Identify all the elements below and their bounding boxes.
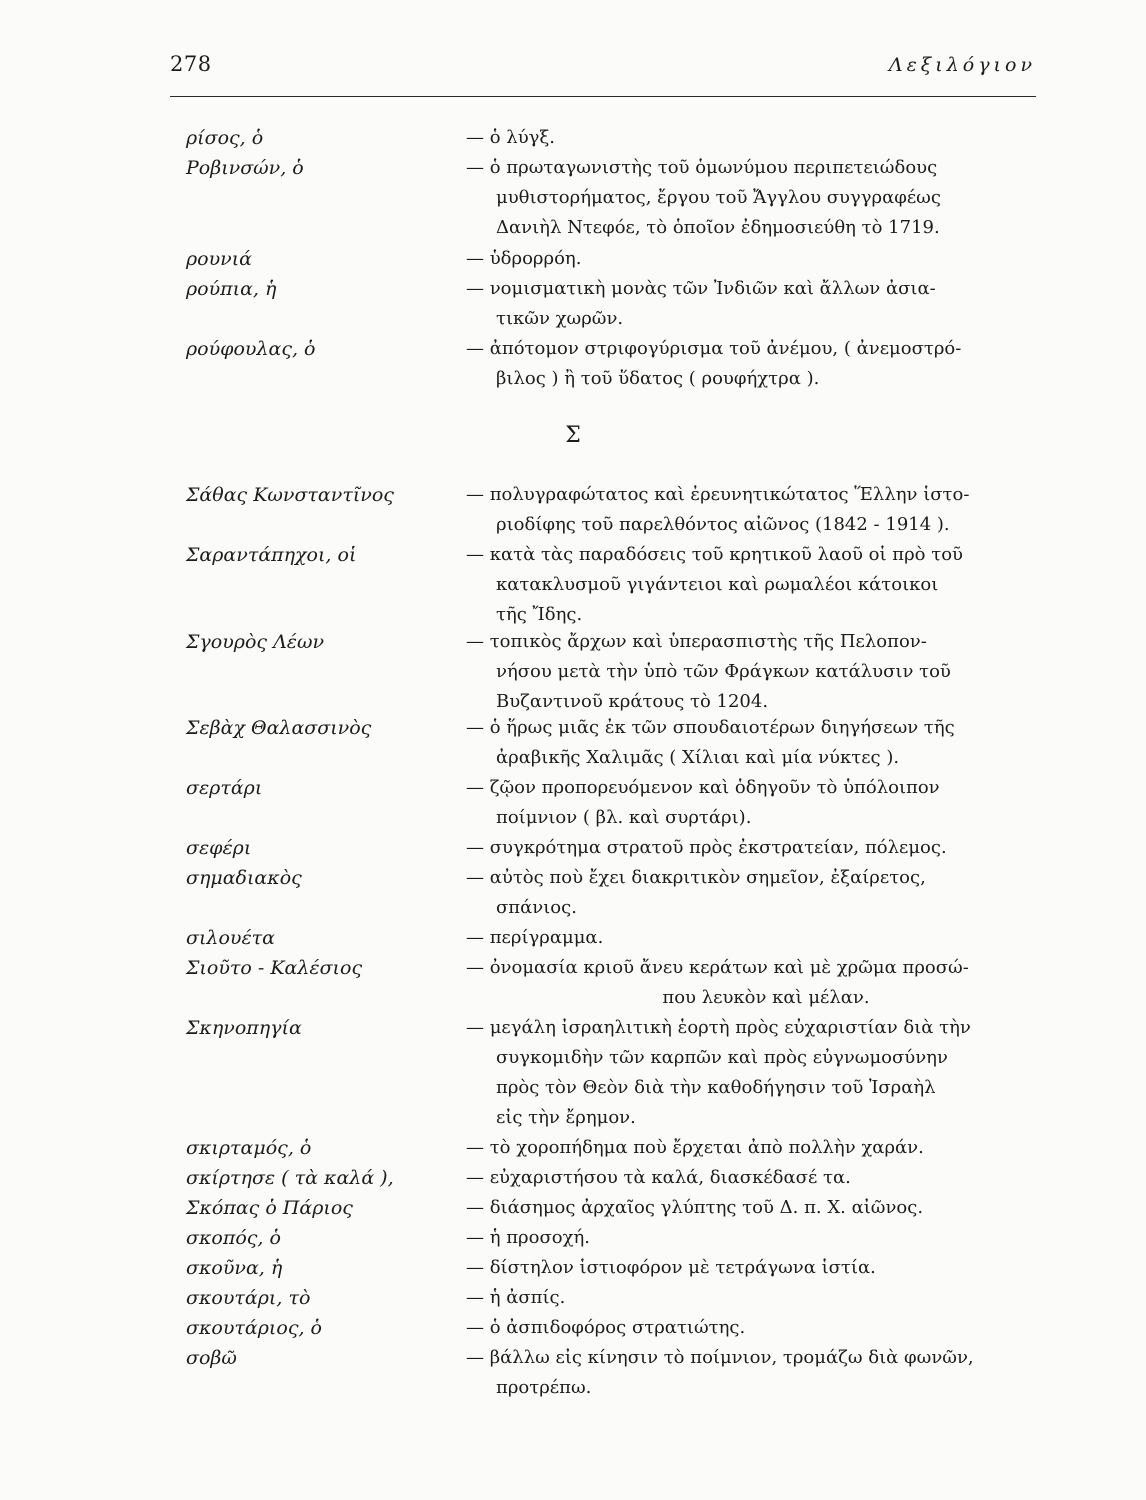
definition-line: βιλος ) ἢ τοῦ ὕδατος ( ρουφήχτρα ). — [496, 368, 820, 389]
entry-term: σεφέρι — [186, 837, 252, 859]
entry-term: ρουνιά — [186, 248, 252, 270]
definition-line: Δανιὴλ Ντεφόε, τὸ ὁποῖον ἐδημοσιεύθη τὸ 1719. — [496, 217, 940, 238]
entry-definition — [466, 923, 1036, 953]
definition-line: — ὁ ἀσπιδοφόρος στρατιώτης. — [466, 1317, 746, 1338]
entry-definition — [466, 773, 1036, 833]
entry-term: σκοπός, ὁ — [186, 1227, 281, 1249]
definition-line: μυθιστορήματος, ἔργου τοῦ Ἄγγλου συγγραφέως — [496, 187, 941, 208]
entry-definition — [466, 123, 1036, 153]
entry-definition — [466, 334, 1036, 394]
definition-line: Βυζαντινοῦ κράτους τὸ 1204. — [496, 691, 769, 712]
entry-definition — [466, 1253, 1036, 1283]
entry-definition — [466, 1343, 1036, 1403]
definition-line: — ζῷον προπορευόμενον καὶ ὁδηγοῦν τὸ ὑπόλοιπον — [466, 777, 940, 798]
entry-term: σημαδιακὸς — [186, 867, 302, 889]
entry-definition — [466, 1163, 1036, 1193]
definition-line: εἰς τὴν ἔρημον. — [496, 1107, 636, 1128]
entry-term: σκοῦνα, ἡ — [186, 1257, 283, 1279]
entry-term: σιλουέτα — [186, 927, 275, 949]
definition-line: — ὁ λύγξ. — [466, 127, 556, 148]
definition-line: — πολυγραφώτατος καὶ ἐρευνητικώτατος Ἕλλην ἱστο- — [466, 484, 970, 505]
entry-definition — [466, 1313, 1036, 1343]
entry-definition — [466, 1283, 1036, 1313]
entry-term: Σάθας Κωνσταντῖνος — [186, 484, 394, 506]
entry-definition — [466, 1133, 1036, 1163]
definition-line: — αὐτὸς ποὺ ἔχει διακριτικὸν σημεῖον, ἐξαίρετος, — [466, 867, 926, 888]
entry-definition — [466, 713, 1036, 773]
entry-term: Σκηνοπηγία — [186, 1017, 302, 1039]
definition-line: που λευκὸν καὶ μέλαν. — [662, 987, 870, 1008]
entry-term: σκίρτησε ( τὰ καλά ), — [186, 1167, 394, 1189]
definition-line: — εὐχαριστήσου τὰ καλά, διασκέδασέ τα. — [466, 1167, 851, 1188]
definition-line: ποίμνιον ( βλ. καὶ συρτάρι). — [496, 807, 752, 828]
definition-line: — διάσημος ἀρχαῖος γλύπτης τοῦ Δ. π. Χ. αἰῶνος. — [466, 1197, 924, 1218]
entry-definition — [466, 953, 1036, 1013]
entry-term: Σκόπας ὁ Πάριος — [186, 1197, 353, 1219]
definition-line: — τὸ χοροπήδημα ποὺ ἔρχεται ἀπὸ πολλὴν χαράν. — [466, 1137, 924, 1158]
running-title: Λεξιλόγιον — [888, 54, 1036, 76]
definition-line: — κατὰ τὰς παραδόσεις τοῦ κρητικοῦ λαοῦ οἱ πρὸ τοῦ — [466, 544, 963, 565]
definition-line: — ἀπότομον στριφογύρισμα τοῦ ἀνέμου, ( ἀνεμοστρό- — [466, 338, 962, 359]
definition-line: νήσου μετὰ τὴν ὑπὸ τῶν Φράγκων κατάλυσιν τοῦ — [496, 661, 951, 682]
definition-line: — ἡ προσοχή. — [466, 1227, 591, 1248]
entry-definition — [466, 1223, 1036, 1253]
entry-term: ρούφουλας, ὁ — [186, 338, 316, 360]
definition-line: — τοπικὸς ἄρχων καὶ ὑπερασπιστὴς τῆς Πελοπον- — [466, 631, 927, 652]
entry-term: σερτάρι — [186, 777, 263, 799]
definition-line: ριοδίφης τοῦ παρελθόντος αἰῶνος (1842 - 1914 ). — [496, 514, 950, 535]
definition-line: τικῶν χωρῶν. — [496, 308, 624, 329]
entry-term: Σγουρὸς Λέων — [186, 631, 325, 653]
entry-term: Σεβὰχ Θαλασσινὸς — [186, 717, 372, 739]
definition-line: — ὁ πρωταγωνιστὴς τοῦ ὁμωνύμου περιπετειώδους — [466, 157, 938, 178]
entry-definition — [466, 153, 1036, 243]
entry-term: ρίσος, ὁ — [186, 127, 264, 149]
entry-term: Σαραντάπηχοι, οἱ — [186, 544, 357, 566]
definition-line: συγκομιδὴν τῶν καρπῶν καὶ πρὸς εὐγνωμοσύνην — [496, 1047, 948, 1068]
page-number: 278 — [170, 52, 212, 76]
entry-definition — [466, 1193, 1036, 1223]
entry-definition — [466, 274, 1036, 334]
entry-definition — [466, 833, 1036, 863]
definition-line: — ὁ ἥρως μιᾶς ἐκ τῶν σπουδαιοτέρων διηγήσεων τῆς — [466, 717, 955, 738]
entry-definition — [466, 480, 1036, 540]
definition-line: κατακλυσμοῦ γιγάντειοι καὶ ρωμαλέοι κάτοικοι — [496, 574, 939, 595]
definition-line: — δίστηλον ἱστιοφόρον μὲ τετράγωνα ἱστία. — [466, 1257, 876, 1278]
definition-line: — νομισματικὴ μονὰς τῶν Ἰνδιῶν καὶ ἄλλων ἀσια- — [466, 278, 936, 299]
entry-term: σοβῶ — [186, 1347, 237, 1369]
definition-line: προτρέπω. — [496, 1377, 592, 1398]
entry-term: Ροβινσών, ὁ — [186, 157, 304, 179]
definition-line: — μεγάλη ἰσραηλιτικὴ ἑορτὴ πρὸς εὐχαριστίαν διὰ τὴν — [466, 1017, 971, 1038]
section-letter: Σ — [565, 423, 581, 448]
definition-line: ἀραβικῆς Χαλιμᾶς ( Χίλιαι καὶ μία νύκτες ). — [496, 747, 900, 768]
definition-line: σπάνιος. — [496, 897, 577, 918]
definition-line: πρὸς τὸν Θεὸν διὰ τὴν καθοδήγησιν τοῦ Ἰσραὴλ — [496, 1077, 936, 1098]
entry-definition — [466, 863, 1036, 923]
entry-term: σκουτάρι, τὸ — [186, 1287, 311, 1309]
definition-line: — συγκρότημα στρατοῦ πρὸς ἐκστρατείαν, πόλεμος. — [466, 837, 947, 858]
definition-line: — ἡ ἀσπίς. — [466, 1287, 566, 1308]
entry-term: σκιρταμός, ὁ — [186, 1137, 312, 1159]
entry-definition — [466, 627, 1036, 717]
definition-line: — βάλλω εἰς κίνησιν τὸ ποίμνιον, τρομάζω διὰ φωνῶν, — [466, 1347, 974, 1368]
entry-term: Σιοῦτο - Καλέσιος — [186, 957, 363, 979]
definition-line: — ὀνομασία κριοῦ ἄνευ κεράτων καὶ μὲ χρῶμα προσώ- — [466, 957, 969, 978]
definition-line: — περίγραμμα. — [466, 927, 604, 948]
entry-term: σκουτάριος, ὁ — [186, 1317, 322, 1339]
entry-term: ρούπια, ἡ — [186, 278, 277, 300]
entry-definition — [466, 1013, 1036, 1133]
definition-line: — ὑδρορρόη. — [466, 248, 582, 269]
entry-definition — [466, 540, 1036, 630]
entry-definition — [466, 244, 1036, 274]
definition-line: τῆς Ἴδης. — [496, 604, 583, 625]
